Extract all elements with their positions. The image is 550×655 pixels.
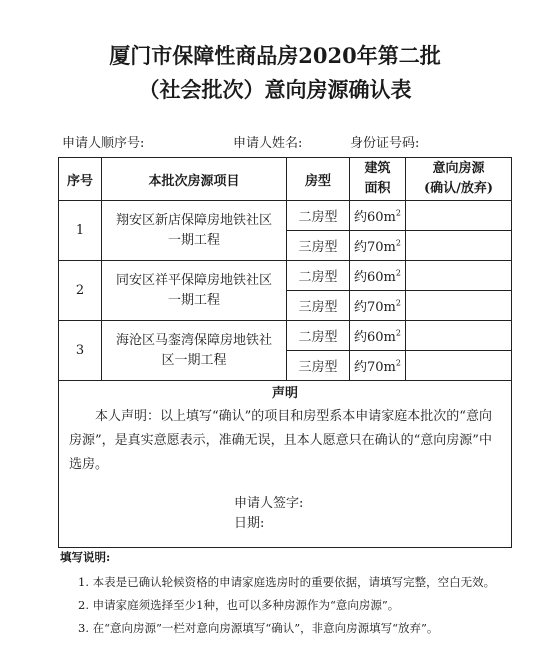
confirm-field[interactable] — [406, 321, 512, 351]
unit-type: 三房型 — [287, 231, 350, 261]
instructions-title: 填写说明: — [60, 550, 111, 564]
header-confirm — [406, 158, 512, 201]
instruction-item: 1. 本表是已确认轮候资格的申请家庭选房时的重要依据，请填写完整，空白无效。 — [78, 575, 496, 589]
form-title-line1: 厦门市保障性商品房2020年第二批 — [109, 43, 441, 68]
unit-type: 二房型 — [287, 321, 350, 351]
row-no: 1 — [59, 201, 102, 261]
table-row — [59, 321, 512, 351]
confirm-field[interactable] — [406, 261, 512, 291]
table-row — [59, 261, 512, 291]
header-area-line2: 面积 — [364, 181, 391, 196]
header-project: 本批次房源项目 — [102, 158, 287, 201]
housing-table — [58, 157, 512, 548]
unit-area: 约$70m^2$ — [350, 351, 406, 381]
header-area — [350, 158, 406, 201]
order-no-label: 申请人顺序号: — [62, 136, 145, 151]
confirm-field[interactable] — [406, 201, 512, 231]
confirm-field[interactable] — [406, 231, 512, 261]
header-confirm-line2: (确认/放弃) — [423, 181, 494, 196]
header-type: 房型 — [287, 158, 350, 201]
declaration-cell — [59, 381, 512, 548]
header-area-line1: 建筑 — [364, 161, 391, 176]
project-name: 同安区祥平保障房地铁社区一期工程 — [102, 261, 287, 321]
date-label: 日期: — [234, 516, 265, 531]
unit-type: 二房型 — [287, 261, 350, 291]
row-no: 3 — [59, 321, 102, 381]
unit-type: 二房型 — [287, 201, 350, 231]
project-name: 翔安区新店保障房地铁社区一期工程 — [102, 201, 287, 261]
instruction-item: 2. 申请家庭须选择至少1种，也可以多种房源作为“意向房源”。 — [78, 598, 400, 612]
row-no: 2 — [59, 261, 102, 321]
fill-instructions — [60, 549, 530, 640]
confirm-field[interactable] — [406, 351, 512, 381]
confirm-field[interactable] — [406, 291, 512, 321]
project-name: 海沧区马銮湾保障房地铁社区一期工程 — [102, 321, 287, 381]
applicant-name-label: 申请人姓名: — [233, 136, 303, 151]
applicant-info — [62, 132, 510, 152]
table-row — [59, 201, 512, 231]
declaration-title: 声明 — [271, 386, 298, 401]
declaration-text: 本人声明：以上填写“确认”的项目和房型系本申请家庭本批次的“意向房源”，是真实意愿表示，准确无误，且本人愿意只在确认的“意向房源”中选房。 — [69, 409, 492, 472]
header-confirm-line1: 意向房源 — [432, 161, 485, 176]
table-header-row — [59, 158, 512, 201]
form-title-line2: （社会批次）意向房源确认表 — [138, 77, 412, 102]
unit-area: 约$70m^2$ — [350, 231, 406, 261]
unit-area: 约$60m^2$ — [350, 321, 406, 351]
unit-type: 三房型 — [287, 351, 350, 381]
unit-area: 约$70m^2$ — [350, 291, 406, 321]
instruction-item: 3. 在“意向房源”一栏对意向房源填写“确认”，非意向房源填写“放弃”。 — [78, 621, 439, 635]
unit-type: 三房型 — [287, 291, 350, 321]
unit-area: 约$60m^2$ — [350, 261, 406, 291]
header-no: 序号 — [59, 158, 102, 201]
declaration-row — [59, 381, 512, 548]
id-number-label: 身份证号码: — [350, 136, 420, 151]
signature-label: 申请人签字: — [234, 496, 304, 511]
unit-area: 约$60m^2$ — [350, 201, 406, 231]
